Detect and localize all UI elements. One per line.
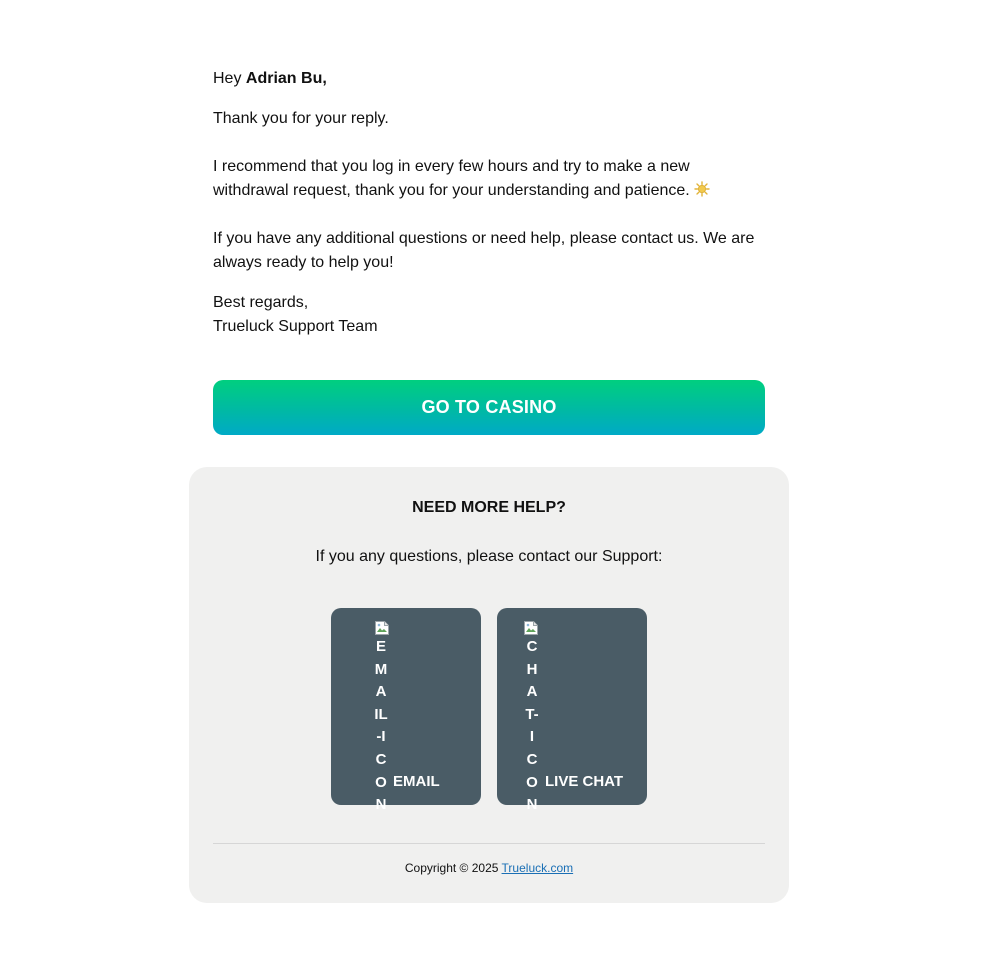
copyright bbox=[189, 860, 789, 876]
copyright-text: Copyright © 2025 bbox=[404, 861, 502, 875]
greeting bbox=[213, 67, 765, 91]
live-chat-label: LIVE CHAT bbox=[545, 773, 624, 790]
help-title: NEED MORE HELP? bbox=[412, 499, 566, 516]
sun-icon bbox=[694, 181, 710, 197]
signoff bbox=[213, 291, 765, 339]
trueluck-link[interactable]: Trueluck.com bbox=[501, 861, 574, 875]
chat-icon-alt-text: CHAT-ICON bbox=[525, 638, 539, 814]
email-button[interactable] bbox=[331, 608, 481, 814]
greeting-prefix: Hey bbox=[213, 70, 246, 87]
contact-text: If you have any additional questions or need help, please contact us. We are always ready to help you! bbox=[213, 230, 755, 271]
recommendation-text: I recommend that you log in every few hours and try to make a new withdrawal request, thank you for your understanding and patience. bbox=[213, 158, 690, 199]
footer-divider bbox=[213, 843, 765, 844]
email-body bbox=[213, 67, 765, 339]
live-chat-button[interactable] bbox=[497, 608, 647, 814]
signature-text: Trueluck Support Team bbox=[213, 318, 378, 335]
broken-image-icon bbox=[523, 620, 539, 636]
email-icon-alt-text: EMAIL-ICON bbox=[374, 638, 388, 814]
help-card bbox=[189, 467, 789, 903]
go-to-casino-button[interactable]: GO TO CASINO bbox=[213, 380, 765, 435]
help-text: If you any questions, please contact our Support: bbox=[315, 548, 663, 565]
broken-image-icon bbox=[374, 620, 390, 636]
closing-text: Best regards, bbox=[213, 294, 309, 311]
recommendation-paragraph bbox=[213, 155, 765, 203]
recipient-name: Adrian Bu, bbox=[245, 70, 327, 87]
thanks-text: Thank you for your reply. bbox=[213, 110, 389, 127]
email-label: EMAIL bbox=[393, 773, 440, 790]
